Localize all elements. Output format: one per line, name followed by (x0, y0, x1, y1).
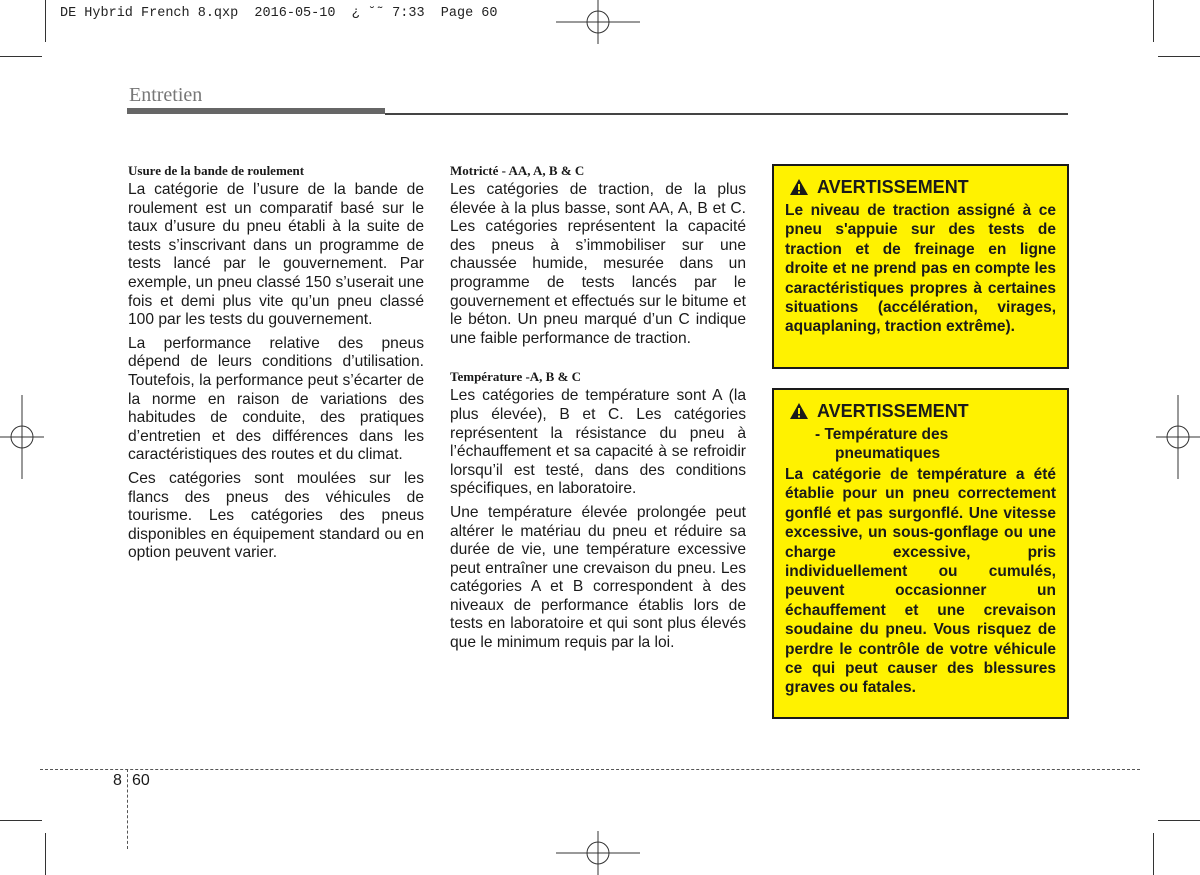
warning-box-traction (772, 164, 1069, 369)
crop-mark (45, 833, 46, 875)
high-temperature-paragraph: Une température élevée prolongée peut altérer le matériau du pneu et réduire sa durée de vie, une température excessive peut entraîner une crevaison du pneu. Les catégories A et B correspondent à des niveaux de performance établis lors de tests en laboratoire et qui sont plus élevés que le minimum requis par la loi. (450, 503, 746, 652)
column-treadwear (128, 163, 424, 568)
crop-mark (45, 0, 46, 42)
crop-mark (1158, 820, 1200, 821)
treadwear-subhead: Usure de la bande de roulement (128, 163, 305, 178)
temperature-paragraph: Les catégories de température sont A (la plus élevée), B et C. Les catégories représentent la résistance du pneu à l’échauffement et sa capacité à se refroidir lorsqu’il est testé, dans des conditions spécifiques, en laboratoire. (450, 387, 746, 498)
molded-paragraph: Ces catégories sont moulées sur les flancs des pneus des véhicules de tourisme. Les catégories des pneus disponibles en équipement standard ou en option peuvent varier. (128, 469, 424, 562)
temperature-subhead: Température -A, B & C (450, 369, 582, 385)
registration-mark-icon (0, 395, 44, 479)
chapter-number: 8 (113, 772, 122, 789)
warning-triangle-icon (789, 178, 809, 196)
treadwear-paragraph: La catégorie de l’usure de la bande de roulement est un comparatif basé sur le taux d’usure du pneu établi à la suite de tests s’inscrivant dans un programme de tests lancé par le gouvernement. Par exemple, un pneu classé 150 s’userait une fois et demi plus vite qu’un pneu classé 100 par les tests du gouvernement. (128, 181, 424, 329)
traction-subhead: Motricté - AA, A, B & C (450, 163, 585, 178)
warning-box-temperature (772, 388, 1069, 719)
warning-body: La catégorie de température a été établie pour un pneu correctement gonflé et pas surgonflé. Une vitesse excessive, un sous-gonflage ou une charge excessive, pris individuellement ou cumulés, peuvent occasionner un échauffement et une crevaison soudaine du pneu. Vous risquez de perdre le contrôle de votre véhicule ce qui peut causer des blessures graves ou fatales. (785, 466, 1056, 697)
footer-dotted-rule (40, 769, 1140, 770)
warning-title: AVERTISSEMENT (817, 177, 969, 197)
section-title: Entretien (129, 84, 203, 106)
warning-header (789, 400, 1056, 422)
crop-mark (1153, 0, 1154, 42)
crop-mark (0, 56, 42, 57)
registration-mark-icon (556, 0, 640, 44)
page-number: 60 (132, 772, 150, 789)
column-traction-temperature (450, 163, 746, 658)
crop-mark (1158, 56, 1200, 57)
warning-body: Le niveau de traction assigné à ce pneu s'appuie sur des tests de traction et de freinage en ligne droite et ne prend pas en compte les caractéristiques propres à certaines situations (accélération, virages, aquaplaning, traction extrême). (785, 202, 1056, 336)
header-rule-thick (127, 108, 385, 114)
warning-header (789, 176, 1056, 198)
crop-mark (1153, 833, 1154, 875)
footer-dotted-divider (127, 769, 128, 849)
slug-line: DE Hybrid French 8.qxp 2016-05-10 ¿ ˘˜ 7:33 Page 60 (60, 6, 498, 21)
warning-subtitle: - Température des (815, 426, 949, 443)
registration-mark-icon (556, 831, 640, 875)
crop-mark (0, 820, 42, 821)
performance-paragraph: La performance relative des pneus dépend de leurs conditions d’utilisation. Toutefois, la performance peut s’écarter de la norme en raison de variations des habitudes de conduite, des pratiques d’entretien et des différences dans les caractéristiques des routes et du climat. (128, 334, 424, 464)
traction-paragraph: Les catégories de traction, de la plus élevée à la plus basse, sont AA, A, B et C. Les catégories représentent la capacité des pneus à s’immobiliser sur une chaussée humide, mesurée dans un programme de tests lancés par le gouvernement et effectués sur le bitume et le béton. Un pneu marqué d’un C indique une faible performance de traction. (450, 181, 746, 347)
warning-title: AVERTISSEMENT (817, 401, 969, 421)
header-rule-thin (385, 113, 1068, 115)
warning-subtitle-continued: pneumatiques (835, 445, 941, 462)
warning-triangle-icon (789, 402, 809, 420)
registration-mark-icon (1156, 395, 1200, 479)
